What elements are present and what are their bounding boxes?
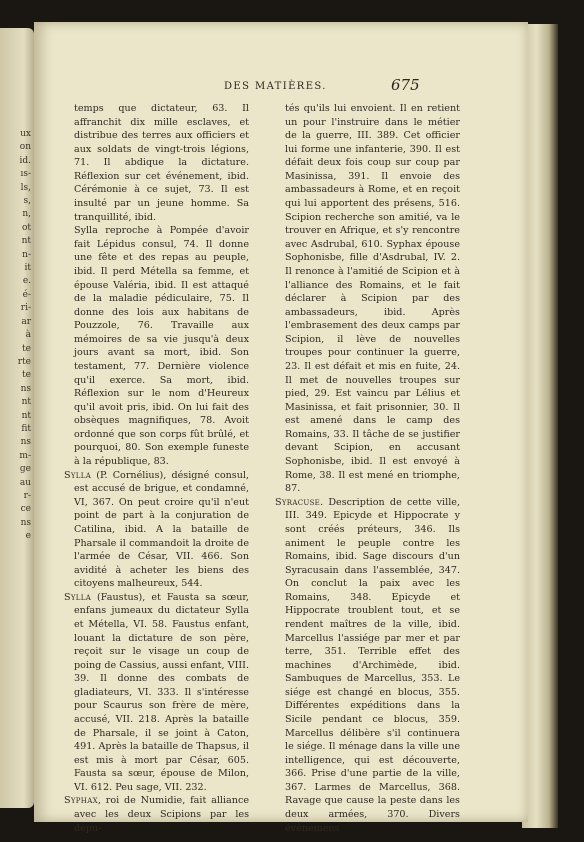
edge-fragment: r-: [23, 490, 31, 501]
edge-fragment: au: [19, 477, 31, 488]
index-column-right: [275, 102, 460, 835]
edge-fragment: nt: [21, 410, 31, 421]
index-entry: [275, 496, 460, 835]
entry-text: temps que dictateur, 63. Il affranchit dix mille esclaves, et distribue des terres aux officiers et aux soldats de vingt-trois légions, 71. Il abdique la dictature. Réflexion sur cet événement, ibid. Cérémonie à ce sujet, 73. Il est insulté par un jeune homme. Sa tranquillité, ibid.: [74, 103, 249, 223]
entry-text: (Faustus), et Fausta sa sœur, enfans jumeaux du dictateur Sylla et Métella, VI. 58. Faustus enfant, louant la dictature de son père, reçoit sur le visage un coup de poing de Cassius, aussi enfant, VIII. 39. Il donne des combats de gladiateurs, VI. 333. Il s'intéresse pour Scaurus son frère de mère, accusé, VII. 218. Après la bataille de Pharsale, il se joint à Caton, 491. Après la bataille de Thapsus, il est mis à mort par César, 605. Fausta sa sœur, épouse de Milon, VI. 612. Peu sage, VII. 232.: [74, 591, 249, 793]
running-head: DES MATIÈRES.: [224, 81, 327, 92]
edge-fragment: ls,: [20, 182, 31, 193]
edge-fragment: ıs-: [20, 169, 31, 180]
edge-fragment: id.: [19, 155, 31, 166]
edge-fragment: rte: [17, 356, 31, 367]
edge-fragment: ce: [20, 504, 31, 515]
index-column-left: [64, 102, 249, 835]
edge-fragment: n-: [22, 249, 31, 260]
entry-text: . Description de cette ville, III. 349. Epicyde et Hippocrate y sont créés préteurs, 346. Ils animent le peuple contre les Romains, ibid. Sage discours d'un Syracusain dans l'assemblée, 347. On conclut la paix avec les Romains, 348. Epicyde et Hippocrate troublent tout, et se rendent maîtres de la ville, ibid. Marcellus l'assiége par mer et par terre, 351. Terrible effet des machines d'Archimède, ibid. Sambuques de Marcellus, 353. Le siége est changé en blocus, 355. Différentes expéditions dans la Sicile pendant ce blocus, 359. Marcellus délibère s'il continuera le siége. Il ménage dans la ville une intelligence, qui est découverte, 366. Prise d'une partie de la ville, 367. Larmes de Marcellus, 368. Ravage que cause la peste dans les deux armées, 370. Divers événemens: [285, 496, 460, 834]
index-entry: [64, 224, 249, 468]
edge-fragment: m-: [19, 450, 31, 461]
edge-fragment: te: [22, 370, 31, 381]
edge-fragment: ns: [20, 437, 31, 448]
index-entry: [64, 102, 249, 224]
edge-fragment: ot: [21, 222, 31, 233]
page-header: [34, 78, 528, 98]
edge-fragment: n,: [22, 209, 31, 220]
edge-fragment: ns: [20, 383, 31, 394]
edge-fragment: nt: [21, 236, 31, 247]
edge-fragment: on: [19, 142, 31, 153]
entry-headword: Syphax: [64, 795, 98, 807]
entry-headword: Sylla: [64, 591, 92, 603]
book-page: [34, 22, 528, 834]
edge-fragment: e: [25, 531, 31, 542]
entry-text: Sylla reproche à Pompée d'avoir fait Lépidus consul, 74. Il donne une fête et des repas au peuple, ibid. Il perd Métella sa femme, et épouse Valéria, ibid. Il est attaqué de la maladie pédiculaire, 75. Il donne des lois aux habitans de Pouzzole, 76. Travaille aux mémoires de sa vie jusqu'à deux jours avant sa mort, ibid. Son testament, 77. Dernière violence qu'il exerce. Sa mort, ibid. Réflexion sur le nom d'Heureux qu'il avoit pris, ibid. On lui fait des obsèques magnifiques, 78. Avoit ordonné que son corps fût brûlé, et pourquoi, 80. Son exemple funeste à la république, 83.: [74, 225, 249, 468]
page-number: 675: [391, 76, 420, 94]
edge-fragment: fit: [21, 423, 31, 434]
edge-fragment: ar: [21, 316, 31, 327]
facing-page-text-fragments: [3, 128, 31, 544]
index-entry: [64, 591, 249, 795]
edge-fragment: à: [25, 330, 31, 341]
entry-text: , roi de Numidie, fait alliance avec les deux Scipions par les dépu-: [74, 795, 249, 834]
edge-fragment: ri-: [20, 303, 31, 314]
edge-fragment: nt: [21, 397, 31, 408]
index-entry: [64, 469, 249, 591]
index-entry: [64, 794, 249, 835]
entry-text: tés qu'ils lui envoient. Il en retient un pour l'instruire dans le métier de la guerre, III. 389. Cet officier lui forme une infanterie, 390. Il est défait deux fois coup sur coup par Masinissa, 391. Il envoie des ambassadeurs à Rome, et en reçoit qui lui apportent des présens, 516. Scipion recherche son amitié, va le trouver en Afrique, et s'y rencontre avec Asdrubal, 610. Syphax épouse Sophonisbe, fille d'Asdrubal, IV. 2. Il renonce à l'amitié de Scipion et à l'alliance des Romains, et le fait déclarer à Scipion par des ambassadeurs, ibid. Après l'embrasement des deux camps par Scipion, il lève de nouvelles troupes pour continuer la guerre, 23. Il est défait et mis en fuite, 24. Il met de nouvelles troupes sur pied, 29. Est vaincu par Lélius et Masinissa, et fait prisonnier, 30. Il est amené dans le camp des Romains, 33. Il tâche de se justifier devant Scipion, en accusant Sophonisbe, ibid. Il est envoyé à Rome, 38. Il est mené en triomphe, 87.: [285, 103, 460, 495]
edge-fragment: ux: [20, 129, 31, 139]
entry-text: (P. Cornélius), désigné consul, est accusé de brigue, et condamné, VI, 367. On peut croire qu'il n'eut point de part à la conjuration de Catilina, ibid. A la bataille de Pharsale il commandoit la droite de l'armée de César, VII. 466. Son avidité à acheter les biens des citoyens malheureux, 544.: [74, 469, 249, 590]
edge-fragment: ns: [20, 517, 31, 528]
index-entry: [275, 102, 460, 496]
edge-fragment: it: [24, 263, 31, 274]
entry-headword: Syracuse: [275, 496, 321, 508]
entry-headword: Sylla: [64, 469, 92, 481]
edge-fragment: e.: [22, 276, 31, 287]
edge-fragment: é-: [22, 289, 31, 300]
edge-fragment: s,: [23, 196, 31, 207]
edge-fragment: te: [22, 343, 31, 354]
edge-fragment: ge: [19, 464, 31, 475]
facing-page-edge: [0, 28, 34, 808]
